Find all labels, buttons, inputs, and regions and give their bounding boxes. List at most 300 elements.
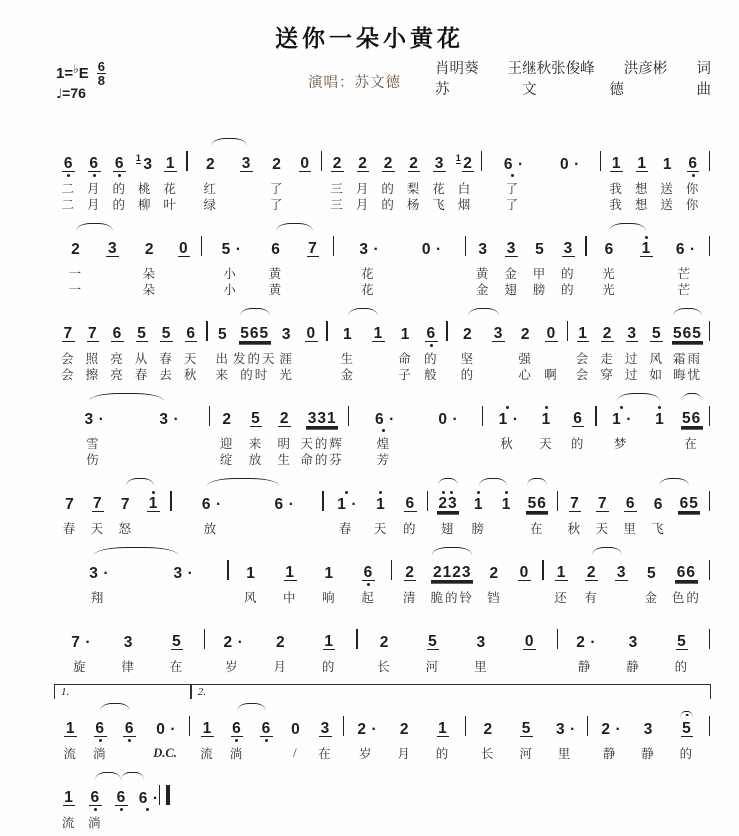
slur-arc xyxy=(673,308,703,316)
octave-dots-above xyxy=(658,401,661,410)
note-cell xyxy=(154,316,179,382)
augmentation-dot: · xyxy=(371,720,377,738)
note-value: 2 xyxy=(601,720,611,738)
barline xyxy=(324,316,331,382)
key-signature-block xyxy=(56,58,106,105)
note-value: 7 xyxy=(570,494,580,512)
note-value: 2 xyxy=(463,154,473,172)
lyric-syllable: 流 xyxy=(200,747,215,761)
augmentation-dot: · xyxy=(288,495,294,513)
system-line xyxy=(56,135,713,212)
note-digits xyxy=(492,325,505,342)
note-value: 2 xyxy=(463,325,473,343)
fermata-icon xyxy=(680,711,693,719)
quarter-note-icon: ♩ xyxy=(56,87,63,102)
note-cell xyxy=(107,146,132,212)
lyric-syllable-verse2: 绿 xyxy=(203,198,219,212)
note-digits xyxy=(596,495,609,512)
note-cell xyxy=(222,711,251,761)
note-digits xyxy=(280,325,293,342)
note-value: 5 xyxy=(217,325,228,343)
note-cell xyxy=(546,555,576,605)
note-cell xyxy=(56,146,81,212)
lyric-syllable-verse2: 金 xyxy=(340,368,356,382)
note-digits xyxy=(654,410,667,427)
system-line xyxy=(56,305,713,382)
lyric-syllable: 长 xyxy=(481,747,496,761)
note-value: 56 xyxy=(682,409,702,427)
lyric-syllable: 在 xyxy=(529,522,545,536)
note-digits xyxy=(222,633,243,650)
lyric-syllable: 霜雨 xyxy=(672,352,702,366)
note-digits xyxy=(482,720,495,737)
lyric-syllable-verse2: 送 xyxy=(660,198,675,212)
octave-dot xyxy=(94,808,97,811)
performer-credit: 演唱：苏文德 xyxy=(308,75,401,91)
lyric-syllable: 河 xyxy=(425,660,441,674)
note-cell xyxy=(262,146,293,212)
note-value: 6 xyxy=(186,324,196,342)
note-value: 6 xyxy=(63,154,74,172)
note-cell xyxy=(132,146,157,212)
octave-dot xyxy=(345,491,348,494)
note-value: 1 xyxy=(498,410,509,428)
note-cell xyxy=(554,231,582,297)
lyric-syllable: 三 xyxy=(330,182,345,196)
note-digits xyxy=(636,155,649,172)
note-digits xyxy=(611,410,632,427)
lyric-syllable-verse2: 杨 xyxy=(406,198,422,212)
lyric-syllable: 煌 xyxy=(376,437,392,451)
note-cell xyxy=(96,231,130,297)
note-digits xyxy=(545,325,558,342)
octave-dots-above xyxy=(477,486,480,495)
barline-glyph xyxy=(326,321,327,341)
note-digits xyxy=(323,633,336,650)
note-value: 2 xyxy=(279,409,290,427)
lyric-syllable: 甲 xyxy=(532,267,548,281)
lyric-syllable: 岁 xyxy=(359,747,374,761)
note-value: 6 xyxy=(232,719,242,737)
note-cell xyxy=(677,401,706,467)
note-cell xyxy=(385,711,423,761)
barline xyxy=(706,624,713,674)
note-value: 2 xyxy=(71,240,81,258)
note-value: 1 xyxy=(556,563,567,581)
note-value: 3 xyxy=(281,325,292,343)
octave-dot xyxy=(118,174,121,177)
note-digits xyxy=(341,325,354,342)
lyric-syllable: 的 xyxy=(424,352,439,366)
lyric-syllable-verse2: 三 xyxy=(330,198,345,212)
note-cell xyxy=(669,316,706,382)
note-digits xyxy=(274,633,287,650)
slur-arc xyxy=(211,138,247,146)
note-digits xyxy=(143,240,156,257)
note-cell xyxy=(401,146,426,212)
note-value: 3 xyxy=(359,240,369,258)
note-cell xyxy=(56,780,82,830)
measure-cells xyxy=(56,146,713,212)
composer-row xyxy=(435,80,711,101)
note-digits xyxy=(398,720,411,737)
note-cell xyxy=(257,624,305,674)
lyric-syllable: 送 xyxy=(660,182,675,196)
note-digits xyxy=(626,325,639,342)
note-cell xyxy=(130,231,170,297)
augmentation-dot: · xyxy=(615,720,621,738)
key-signature xyxy=(56,58,106,88)
note-digits xyxy=(646,564,659,581)
octave-dot xyxy=(545,406,548,409)
lyric-syllable: 二 xyxy=(61,182,76,196)
lyric-syllable-verse2: 月 xyxy=(355,198,371,212)
slur-arc xyxy=(609,223,646,231)
note-digits xyxy=(62,325,75,342)
note-value: 2123 xyxy=(432,563,472,581)
note-value: 2 xyxy=(223,633,234,651)
lyric-syllable-verse2: 春 xyxy=(134,368,150,382)
note-cell xyxy=(465,486,493,536)
lyric-syllable-verse2: 来 xyxy=(215,368,231,382)
lyric-syllable: 风 xyxy=(243,591,259,605)
note-digits xyxy=(672,325,704,342)
composer-name: 苏 xyxy=(435,82,450,98)
lyric-syllable: 还 xyxy=(554,591,569,605)
barline-glyph xyxy=(567,321,568,341)
barline xyxy=(330,231,337,297)
tempo-value: =76 xyxy=(62,85,86,101)
slur-arc xyxy=(100,703,129,711)
note-value: 2 xyxy=(222,410,232,428)
barline-glyph xyxy=(600,151,601,171)
note-digits xyxy=(601,325,614,342)
note-cell xyxy=(427,146,452,212)
lyric-syllable-verse2: 光 xyxy=(602,283,617,297)
lyric-syllable: 小 xyxy=(223,267,238,281)
barline xyxy=(225,555,232,605)
lyric-syllable: 红 xyxy=(203,182,219,196)
lyric-syllable: 金 xyxy=(504,267,519,281)
system-line xyxy=(56,475,713,536)
note-cell xyxy=(56,401,131,467)
note-digits xyxy=(562,240,575,257)
flat-icon: ♭ xyxy=(73,62,79,76)
note-cell xyxy=(104,624,152,674)
lyric-syllable-verse2: 般 xyxy=(424,368,439,382)
barline-glyph xyxy=(542,560,543,580)
note-cell xyxy=(609,624,657,674)
note-value: 7 xyxy=(308,239,318,257)
note-value: 6 xyxy=(112,324,123,342)
barline xyxy=(706,146,713,212)
lyric-syllable-verse2: 金 xyxy=(475,283,491,297)
note-value: 1 xyxy=(641,239,652,257)
note-cell xyxy=(591,711,629,761)
note-digits xyxy=(610,155,623,172)
augmentation-dot: · xyxy=(187,564,193,582)
note-digits xyxy=(323,564,336,581)
note-digits xyxy=(534,240,547,257)
note-value: 5 xyxy=(251,409,261,427)
note-digits xyxy=(555,720,576,737)
lyric-syllable: 中 xyxy=(282,591,298,605)
note-value: 0 xyxy=(179,239,189,257)
note-cell xyxy=(311,711,340,761)
system-line xyxy=(56,682,713,761)
note-digits xyxy=(437,720,450,737)
note-digits xyxy=(305,325,318,342)
note-value: 2 xyxy=(275,633,286,651)
note-cell xyxy=(396,486,424,536)
note-value: 65 xyxy=(679,494,699,512)
note-digits xyxy=(136,155,155,172)
note-value: 2 xyxy=(332,154,343,172)
note-digits xyxy=(526,495,548,512)
barline xyxy=(424,486,431,536)
note-cell xyxy=(210,316,235,382)
note-digits xyxy=(520,720,533,737)
lyric-syllable: 翅 xyxy=(440,522,456,536)
note-digits xyxy=(205,155,218,172)
note-value: 5 xyxy=(521,719,532,737)
lyricist-name: 洪彦彬 xyxy=(623,61,668,77)
key-note: E xyxy=(78,64,89,82)
measure-cells xyxy=(56,555,713,605)
note-digits xyxy=(155,720,176,737)
note-value: 6 xyxy=(261,719,272,737)
octave-dot xyxy=(152,491,155,494)
barline-glyph xyxy=(343,716,344,736)
octave-dot xyxy=(99,739,102,742)
note-value: 1 xyxy=(501,495,512,513)
lyric-syllable: 芒 xyxy=(677,267,692,281)
barline xyxy=(706,486,713,536)
lyric-syllable: 的 xyxy=(403,522,418,536)
tempo-marking xyxy=(56,85,106,105)
song-title: 送你一朵小黄花 xyxy=(275,26,464,51)
note-value: 5 xyxy=(137,324,147,342)
note-cell xyxy=(270,401,299,467)
note-cell xyxy=(112,486,140,536)
augmentation-dot: · xyxy=(574,155,580,173)
lyric-syllable: 的 xyxy=(679,747,695,761)
note-digits xyxy=(569,495,582,512)
barline xyxy=(706,401,713,467)
note-digits xyxy=(284,564,297,581)
barline xyxy=(183,146,190,212)
note-digits xyxy=(472,495,485,512)
note-digits xyxy=(681,410,703,427)
note-value: 0 xyxy=(438,410,448,428)
lyric-syllable: 一 xyxy=(68,267,84,281)
octave-dots-above xyxy=(645,231,648,240)
note-digits xyxy=(87,325,100,342)
note-digits xyxy=(433,155,446,172)
note-cell xyxy=(56,316,81,382)
barline-glyph xyxy=(465,236,466,256)
note-value: 6 xyxy=(89,154,100,172)
lyric-syllable-verse2: 会 xyxy=(575,368,591,382)
barline xyxy=(168,486,175,536)
lyric-syllable: 律 xyxy=(121,660,136,674)
note-digits xyxy=(500,495,513,512)
octave-dots-above xyxy=(545,401,548,410)
note-digits xyxy=(572,410,585,427)
barline-glyph xyxy=(709,629,710,649)
note-digits xyxy=(221,410,234,427)
barline xyxy=(444,316,451,382)
note-digits xyxy=(372,325,385,342)
octave-dots-above xyxy=(379,486,382,495)
slur-arc xyxy=(276,223,313,231)
note-digits xyxy=(336,495,357,512)
note-cell xyxy=(546,711,584,761)
note-value: 0 xyxy=(156,720,166,738)
lyric-syllable: 响 xyxy=(322,591,337,605)
lyric-syllable: 怒 xyxy=(118,522,133,536)
note-cell xyxy=(349,555,388,605)
note-cell xyxy=(485,316,512,382)
note-cell xyxy=(140,486,168,536)
lyric-syllable: 命 xyxy=(398,352,413,366)
lyric-syllable: 有 xyxy=(584,591,599,605)
note-value: 6 xyxy=(653,495,664,513)
measure-cells xyxy=(56,486,713,536)
note-value: 3 xyxy=(107,239,118,257)
note-digits xyxy=(627,633,640,650)
composer-role: 曲 xyxy=(696,82,711,98)
lyric-syllable: 来 xyxy=(248,437,264,451)
note-value: 6 xyxy=(114,154,125,172)
octave-dots-below xyxy=(120,806,123,814)
note-cell xyxy=(350,146,375,212)
note-cell xyxy=(85,711,114,761)
barline-glyph xyxy=(356,629,357,649)
octave-dot xyxy=(442,491,445,494)
grace-note: 1 xyxy=(455,153,461,163)
note-cell xyxy=(520,486,553,536)
note-digits xyxy=(63,789,76,806)
lyric-syllable-verse2: 绽 xyxy=(219,453,235,467)
barline-glyph xyxy=(321,151,322,171)
lyric-syllable-verse2: 的 xyxy=(561,283,576,297)
lyric-syllable-verse2: 想 xyxy=(634,198,650,212)
barline xyxy=(186,711,193,761)
note-value: 2 xyxy=(379,633,390,651)
lyricist-name: 王继秋张俊峰 xyxy=(507,61,595,77)
note-cell xyxy=(457,624,505,674)
composer-name: 德 xyxy=(609,82,624,98)
lyric-syllable: 涯 xyxy=(279,352,294,366)
note-cell xyxy=(577,555,607,605)
lyric-syllable: 黄 xyxy=(475,267,491,281)
note-digits xyxy=(540,410,553,427)
lyric-syllable-verse2: 擦 xyxy=(85,368,101,382)
note-cell xyxy=(644,316,669,382)
augmentation-dot: · xyxy=(85,633,91,651)
lyric-syllable-verse2: 你 xyxy=(685,198,701,212)
note-digits xyxy=(505,240,518,257)
lyric-syllable: 飞 xyxy=(651,522,666,536)
lyric-syllable: 春 xyxy=(338,522,354,536)
note-digits xyxy=(88,155,101,172)
lyric-syllable: 秋 xyxy=(500,437,515,451)
note-digits xyxy=(575,633,596,650)
octave-dot xyxy=(450,491,453,494)
octave-dot xyxy=(379,491,382,494)
note-value: 66 xyxy=(676,563,697,581)
note-digits xyxy=(307,240,320,257)
barline xyxy=(597,146,604,212)
measure-cells xyxy=(56,401,713,467)
note-value: 7 xyxy=(93,494,103,512)
note-value: 6 xyxy=(274,495,285,513)
note-value: 1 xyxy=(65,719,76,737)
note-digits xyxy=(687,155,700,172)
note-cell xyxy=(541,146,597,212)
note-digits xyxy=(404,564,417,581)
note-digits xyxy=(240,155,253,172)
note-digits xyxy=(675,564,697,581)
octave-dot xyxy=(67,174,70,177)
lyric-syllable: 天 xyxy=(373,522,389,536)
note-cell xyxy=(252,711,281,761)
augmentation-dot: · xyxy=(216,495,222,513)
note-cell xyxy=(179,316,204,382)
note-digits xyxy=(70,633,91,650)
note-digits xyxy=(652,495,665,512)
lyric-syllable: 天 xyxy=(595,522,611,536)
note-cell xyxy=(232,555,271,605)
note-value: 2 xyxy=(272,155,282,173)
note-digits xyxy=(488,564,501,581)
note-digits xyxy=(178,240,191,257)
note-digits xyxy=(681,720,694,737)
lyric-syllable: 了 xyxy=(505,182,521,196)
octave-dot xyxy=(93,174,96,177)
note-value: 6 xyxy=(688,154,698,172)
note-value: 5 xyxy=(428,632,438,650)
key-prefix: 1= xyxy=(56,64,74,82)
note-value: 1 xyxy=(611,154,622,172)
note-digits xyxy=(92,495,105,512)
lyric-syllable: 静 xyxy=(577,660,593,674)
note-cell xyxy=(561,624,609,674)
lyric-syllable: 起 xyxy=(361,591,376,605)
slur-arc xyxy=(432,547,471,555)
note-cell xyxy=(299,401,345,467)
note-digits xyxy=(201,720,214,737)
note-digits xyxy=(378,633,391,650)
octave-dot xyxy=(367,583,370,586)
note-digits xyxy=(408,155,421,172)
lyric-syllable-verse2: 芳 xyxy=(376,453,392,467)
note-cell xyxy=(327,486,366,536)
note-digits xyxy=(164,155,177,172)
credits-block xyxy=(435,59,711,101)
note-cell xyxy=(485,146,541,212)
lyric-syllable: 明 xyxy=(277,437,292,451)
note-cell xyxy=(310,555,349,605)
lyric-syllable-verse2: 伤 xyxy=(86,453,101,467)
barline xyxy=(564,316,571,382)
barline-glyph xyxy=(170,491,171,511)
note-cell xyxy=(589,486,617,536)
lyric-syllable: 长 xyxy=(377,660,392,674)
barline xyxy=(201,624,208,674)
score-header xyxy=(56,58,713,121)
